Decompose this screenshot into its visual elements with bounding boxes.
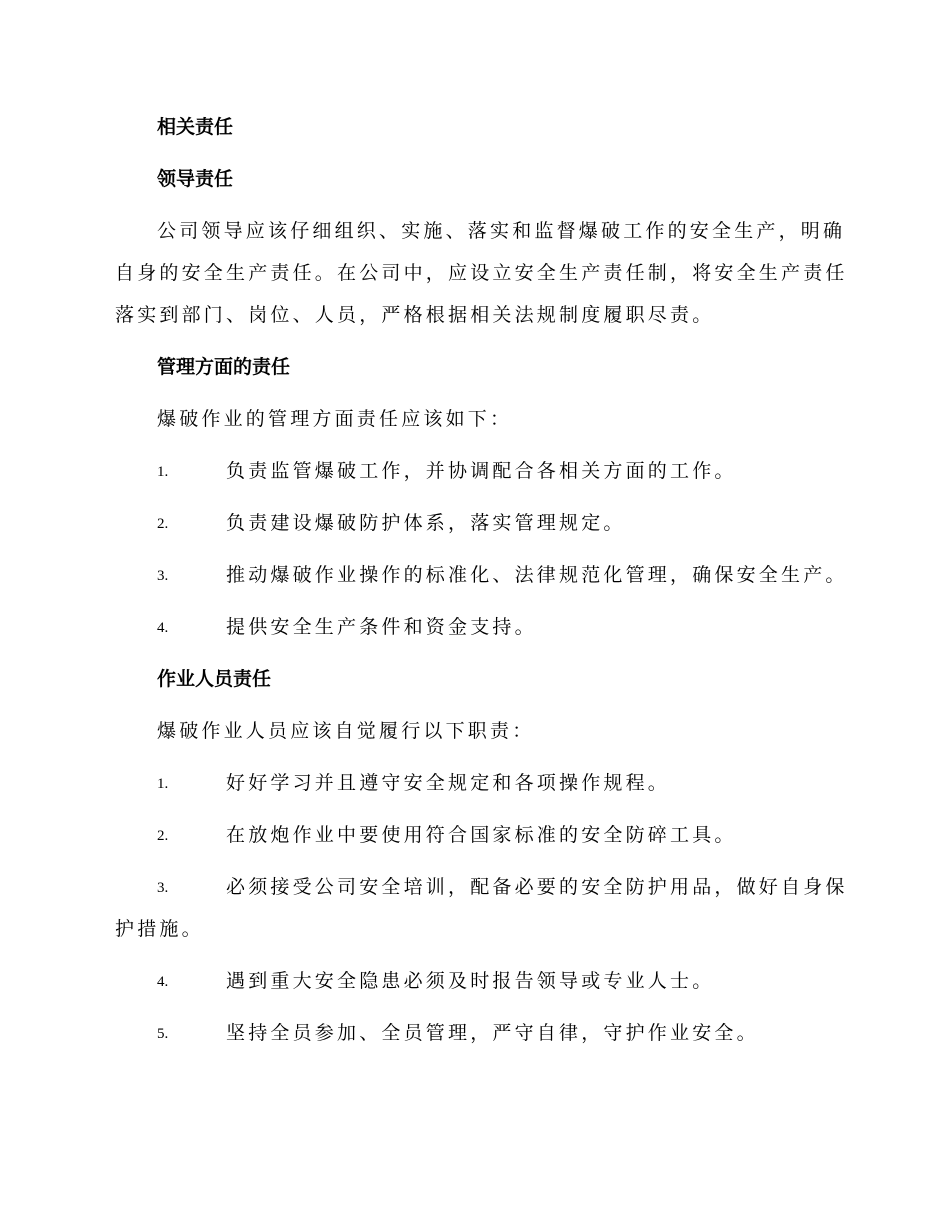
list-item-number: 3. xyxy=(157,880,169,896)
leader-paragraph-line-1: 公司领导应该仔细组织、实施、落实和监督爆破工作的安全生产，明确 xyxy=(157,220,846,242)
heading-related-responsibility: 相关责任 xyxy=(157,116,234,138)
heading-management-responsibility: 管理方面的责任 xyxy=(157,356,291,378)
list-item-number: 4. xyxy=(157,620,169,636)
list-item-text: 负责建设爆破防护体系，落实管理规定。 xyxy=(226,512,626,534)
list-item-number: 2. xyxy=(157,828,169,844)
list-item-continuation: 护措施。 xyxy=(115,918,204,940)
list-item-number: 1. xyxy=(157,776,169,792)
list-item-text: 负责监管爆破工作，并协调配合各相关方面的工作。 xyxy=(226,460,737,482)
list-item-text: 提供安全生产条件和资金支持。 xyxy=(226,616,537,638)
leader-paragraph-line-3: 落实到部门、岗位、人员，严格根据相关法规制度履职尽责。 xyxy=(115,304,715,326)
worker-intro: 爆破作业人员应该自觉履行以下职责： xyxy=(157,720,535,742)
heading-leader-responsibility: 领导责任 xyxy=(157,168,234,190)
list-item-number: 4. xyxy=(157,974,169,990)
list-item-text: 坚持全员参加、全员管理，严守自律，守护作业安全。 xyxy=(226,1022,759,1044)
list-item-text: 推动爆破作业操作的标准化、法律规范化管理，确保安全生产。 xyxy=(226,564,848,586)
leader-paragraph-line-2: 自身的安全生产责任。在公司中，应设立安全生产责任制，将安全生产责任 xyxy=(115,262,848,284)
heading-worker-responsibility: 作业人员责任 xyxy=(157,668,272,690)
list-item-number: 3. xyxy=(157,568,169,584)
management-intro: 爆破作业的管理方面责任应该如下： xyxy=(157,408,513,430)
list-item-number: 5. xyxy=(157,1026,169,1042)
list-item-text: 好好学习并且遵守安全规定和各项操作规程。 xyxy=(226,772,671,794)
list-item-number: 2. xyxy=(157,516,169,532)
list-item-text: 在放炮作业中要使用符合国家标准的安全防碎工具。 xyxy=(226,824,737,846)
list-item-number: 1. xyxy=(157,464,169,480)
list-item-text: 遇到重大安全隐患必须及时报告领导或专业人士。 xyxy=(226,970,715,992)
list-item-text: 必须接受公司安全培训，配备必要的安全防护用品，做好自身保 xyxy=(226,876,848,898)
